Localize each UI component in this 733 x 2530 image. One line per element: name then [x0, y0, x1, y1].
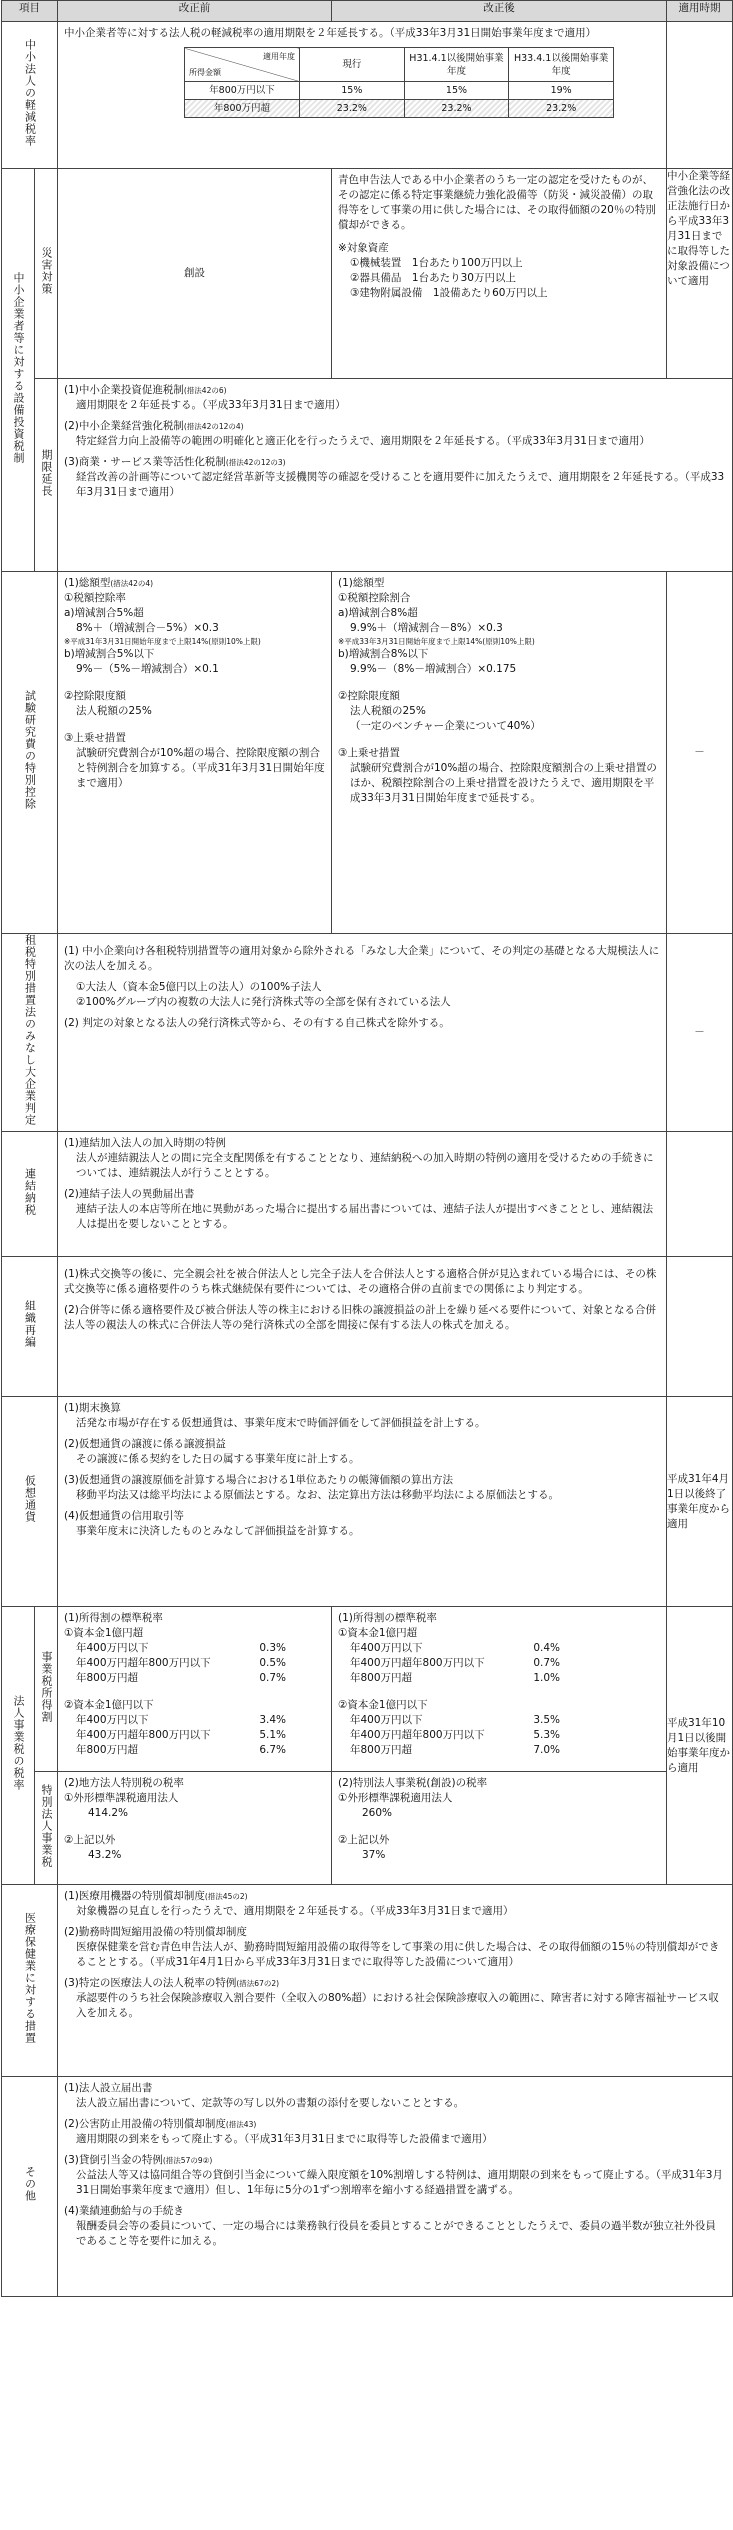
extension-item: (3)商業・サービス業等活性化税制(措法42の12の3) 経営改善の計画等について認定経営革新等支援機関等の確認を受けることを適用要件に加えたうえで、適用期限を２年延長する。（平成33年3月31日まで適用） [64, 456, 725, 498]
rate-col-h31: H31.4.1以後開始事業年度 [404, 48, 509, 82]
row-reorganization: 組織再編 (1)株式交換等の後に、完全親会社を被合併法人とし完全子法人を合併法人とする適格合併が見込まれている場合には、その株式交換等に係る適格要件のうち株式継続保有要件については、その適格合併の直前までの関係により判定する。 (2)合併等に係る適格要件及び被合併法人等の株主における旧株の譲渡損益の計上を繰り延べる要件について、対象となる合併法人等の親法人の株式に合併法人等の発行済株式の全部を間接に保有する法人の株式を加える。 [2, 1257, 733, 1397]
label-sme-investment: 中小企業者等に対する設備投資税制 [2, 169, 35, 572]
crypto-timing: 平成31年4月1日以後終了事業年度から適用 [667, 1397, 733, 1607]
rate-table-corner: 適用年度 所得金額 [185, 48, 300, 82]
row-crypto: 仮想通貨 (1)期末換算 活発な市場が存在する仮想通貨は、事業年度末で時価評価をして評価損益を計上する。 (2)仮想通貨の譲渡に係る譲渡損益 その譲渡に係る契約をした日の属する事業年度に計上する。 (3)仮想通貨の譲渡原価を計算する場合における1単位あたりの帳簿価額の算出方法 移動平均法又は総平均法による原価法とする。なお、法定算出方法は移動平均法による原価法とする。 (4)仮想通貨の信用取引等 事業年度末に決済したものとみなして評価損益を計算する。 平成31年4月1日以後終了事業年度から適用 [2, 1397, 733, 1607]
extension-item: (2)中小企業経営強化税制(措法42の12の4) 特定経営力向上設備等の範囲の明確化と適正化を行ったうえで、適用期限を２年延長する。（平成33年3月31日まで適用） [64, 420, 650, 447]
rate-cell: 15% [404, 82, 509, 100]
rate-table [184, 47, 614, 118]
deemed-large-timing: － [667, 934, 733, 1132]
rate-row-label: 年800万円以下 [185, 82, 300, 100]
label-disaster: 災害対策 [35, 169, 58, 379]
row-medical [2, 1885, 733, 2077]
rate-cell: 23.2% [404, 100, 509, 118]
extension-item: (1)中小企業投資促進税制(措法42の6) 適用期限を２年延長する。（平成33年3月31日まで適用） [64, 384, 346, 411]
rate-cell: 23.2% [300, 100, 405, 118]
special-tax-before: (2)地方法人特別税の税率 ①外形標準課税適用法人 414.2% ②上記以外 43.2% [64, 1777, 184, 1861]
row-disaster [2, 169, 733, 379]
row-other [2, 2077, 733, 2297]
row-deemed-large: 租税特別措置法のみなし大企業判定 (1) 中小企業向け各租税特別措置等の適用対象から除外される「みなし大企業」について、その判定の基礎となる大規模法人に次の法人を加える。 ①大法人（資本金5億円以上の法人）の100%子法人 ②100%グループ内の複数の大法人に発行済株式等の全部を保有されている法人 (2) 判定の対象となる法人の発行済株式等から、その有する自己株式を除外する。 － [2, 934, 733, 1132]
row-rd-credit [2, 572, 733, 934]
rd-timing: － [667, 572, 733, 934]
label-income-levy: 事業税所得割 [35, 1607, 58, 1772]
disaster-asset-title: ※対象資産 [338, 242, 389, 254]
rate-col-current: 現行 [300, 48, 405, 82]
label-medical: 医療保健業に対する措置 [2, 1885, 58, 2077]
row-consolidated: 連結納税 (1)連結加入法人の加入時期の特例 法人が連結親法人との間に完全支配関係を有することとなり、連結納税への加入時期の特例の適用を受けるための手続きについては、連結親法人が行うこととする。 (2)連結子法人の異動届出書 連結子法人の本店等所在地に異動があった場合に提出する届出書については、連結子法人が提出すべきこととし、連結親法人は提出を要しないこととする。 [2, 1132, 733, 1257]
label-deemed-large: 租税特別措置法のみなし大企業判定 [2, 934, 58, 1132]
tax-reform-table [1, 0, 733, 2297]
label-rd-credit: 試験研究費の特別控除 [2, 572, 58, 934]
rate-row-label: 年800万円超 [185, 100, 300, 118]
rate-col-h33: H33.4.1以後開始事業年度 [509, 48, 614, 82]
rate-cell: 19% [509, 82, 614, 100]
business-tax-after: (1)所得割の標準税率 ①資本金1億円超 年400万円以下 0.4% 年400万円超年800万円以下 0.7% 年800万円超 1.0% ②資本金1億円以下 年400万円以下 3.5% 年400万円超年800万円以下 5.3% 年800万円超 7.0% [338, 1612, 560, 1756]
header-before: 改正前 [58, 1, 332, 22]
header-timing: 適用時期 [667, 1, 733, 22]
rd-after: (1)総額型 ①税額控除割合 a)増減割合8%超 9.9%＋（増減割合－8%）×0.3 ※平成33年3月31日開始年度まで上限14%(原則10%上限) b)増減割合8%以下 9.9%－（8%－増減割合）×0.175 ②控除限度額 法人税額の25% （一定のベンチャー企業について40%） ③上乗せ措置 試験研究費割合が10%超の場合、控除限度額割合の上乗せ措置のほか、税額控除割合の上乗せ措置を設けたうえで、適用期限を平成33年3月31日開始年度まで延長する。 [338, 577, 657, 804]
medical-item: (3)特定の医療法人の法人税率の特例(措法67の2) 承認要件のうち社会保険診療収入割合要件（全収入の80%超）における社会保険診療収入の範囲に、障害者に対する障害福祉サービス収入を加える。 [64, 1977, 719, 2019]
disaster-asset: ②器具備品 1台あたり30万円以上 [350, 272, 516, 284]
row-business-tax [2, 1607, 733, 1772]
disaster-timing: 中小企業等経営強化法の改正法施行日から平成33年3月31日までに取得等した対象設備について適用 [667, 169, 733, 379]
rate-cell: 15% [300, 82, 405, 100]
special-tax-after: (2)特別法人事業税(創設)の税率 ①外形標準課税適用法人 260% ②上記以外 37% [338, 1777, 488, 1861]
label-consolidated: 連結納税 [2, 1132, 58, 1257]
label-crypto: 仮想通貨 [2, 1397, 58, 1607]
other-item: (3)貸倒引当金の特例(措法57の9②) 公益法人等又は協同組合等の貸倒引当金について繰入限度額を10%割増しする特例は、適用期限の到来をもって廃止する。（平成31年3月31日開始事業年度まで適用）但し、1年毎に5分の1ずつ割増率を縮小する経過措置を講ずる。 [64, 2154, 723, 2196]
disaster-after-main: 青色申告法人である中小企業者のうち一定の認定を受けたものが、その認定に係る特定事業継続力強化設備等（防災・減災設備）の取得等をして事業の用に供した場合には、その取得価額の20％の特別償却ができる。 [338, 174, 656, 231]
business-tax-timing: 平成31年10月1日以後開始事業年度から適用 [667, 1607, 733, 1885]
other-item: (4)業績連動給与の手続き 報酬委員会等の委員について、一定の場合には業務執行役員を委員とすることができることとしたうえで、委員の過半数が独立社外役員であること等を要件に加える。 [64, 2205, 716, 2247]
label-reorganization: 組織再編 [2, 1257, 58, 1397]
business-tax-before: (1)所得割の標準税率 ①資本金1億円超 年400万円以下 0.3% 年400万円超年800万円以下 0.5% 年800万円超 0.7% ②資本金1億円以下 年400万円以下 3.4% 年400万円超年800万円以下 5.1% 年800万円超 6.7% [64, 1612, 286, 1756]
label-business-tax: 法人事業税の税率 [2, 1607, 35, 1885]
row-small-corp-rate [2, 22, 733, 169]
header-row [2, 1, 733, 22]
label-small-corp-rate: 中小法人の軽減税率 [2, 22, 58, 169]
disaster-asset: ③建物附属設備 1設備あたり60万円以上 [350, 287, 548, 299]
row-extension [2, 379, 733, 572]
other-item: (2)公害防止用設備の特別償却制度(措法43) 適用期限の到来をもって廃止する。（平成31年3月31日までに取得等した設備まで適用） [64, 2118, 493, 2145]
small-corp-rate-text: 中小企業者等に対する法人税の軽減税率の適用期限を２年延長する。（平成33年3月31日開始事業年度まで適用） [64, 27, 597, 39]
header-item: 項目 [2, 1, 58, 22]
disaster-asset: ①機械装置 1台あたり100万円以上 [350, 257, 523, 269]
row-special-corp-tax [2, 1772, 733, 1885]
disaster-before: 創設 [58, 169, 332, 379]
label-other: その他 [2, 2077, 58, 2297]
medical-item: (1)医療用機器の特別償却制度(措法45の2) 対象機器の見直しを行ったうえで、適用期限を２年延長する。（平成33年3月31日まで適用） [64, 1890, 514, 1917]
other-item: (1)法人設立届出書 法人設立届出書について、定款等の写し以外の書類の添付を要しないこととする。 [64, 2082, 465, 2109]
label-extension: 期限延長 [35, 379, 58, 572]
rate-cell: 23.2% [509, 100, 614, 118]
rd-before: (1)総額型(措法42の4) ①税額控除率 a)増減割合5%超 8%＋（増減割合－5%）×0.3 ※平成31年3月31日開始年度まで上限14%(原則10%上限) b)増減割合5%以下 9%－（5%－増減割合）×0.1 ②控除限度額 法人税額の25% ③上乗せ措置 試験研究費割合が10%超の場合、控除限度額の割合と特例割合を加算する。（平成31年3月31日開始年度まで適用） [64, 577, 325, 789]
medical-item: (2)勤務時間短縮用設備の特別償却制度 医療保健業を営む青色申告法人が、勤務時間短縮用設備の取得等をして事業の用に供した場合は、その取得価額の15％の特別償却ができることとする。（平成31年4月1日から平成33年3月31日までに取得等した設備について適用） [64, 1926, 720, 1968]
header-after: 改正後 [332, 1, 667, 22]
label-special-corp-tax: 特別法人事業税 [35, 1772, 58, 1885]
